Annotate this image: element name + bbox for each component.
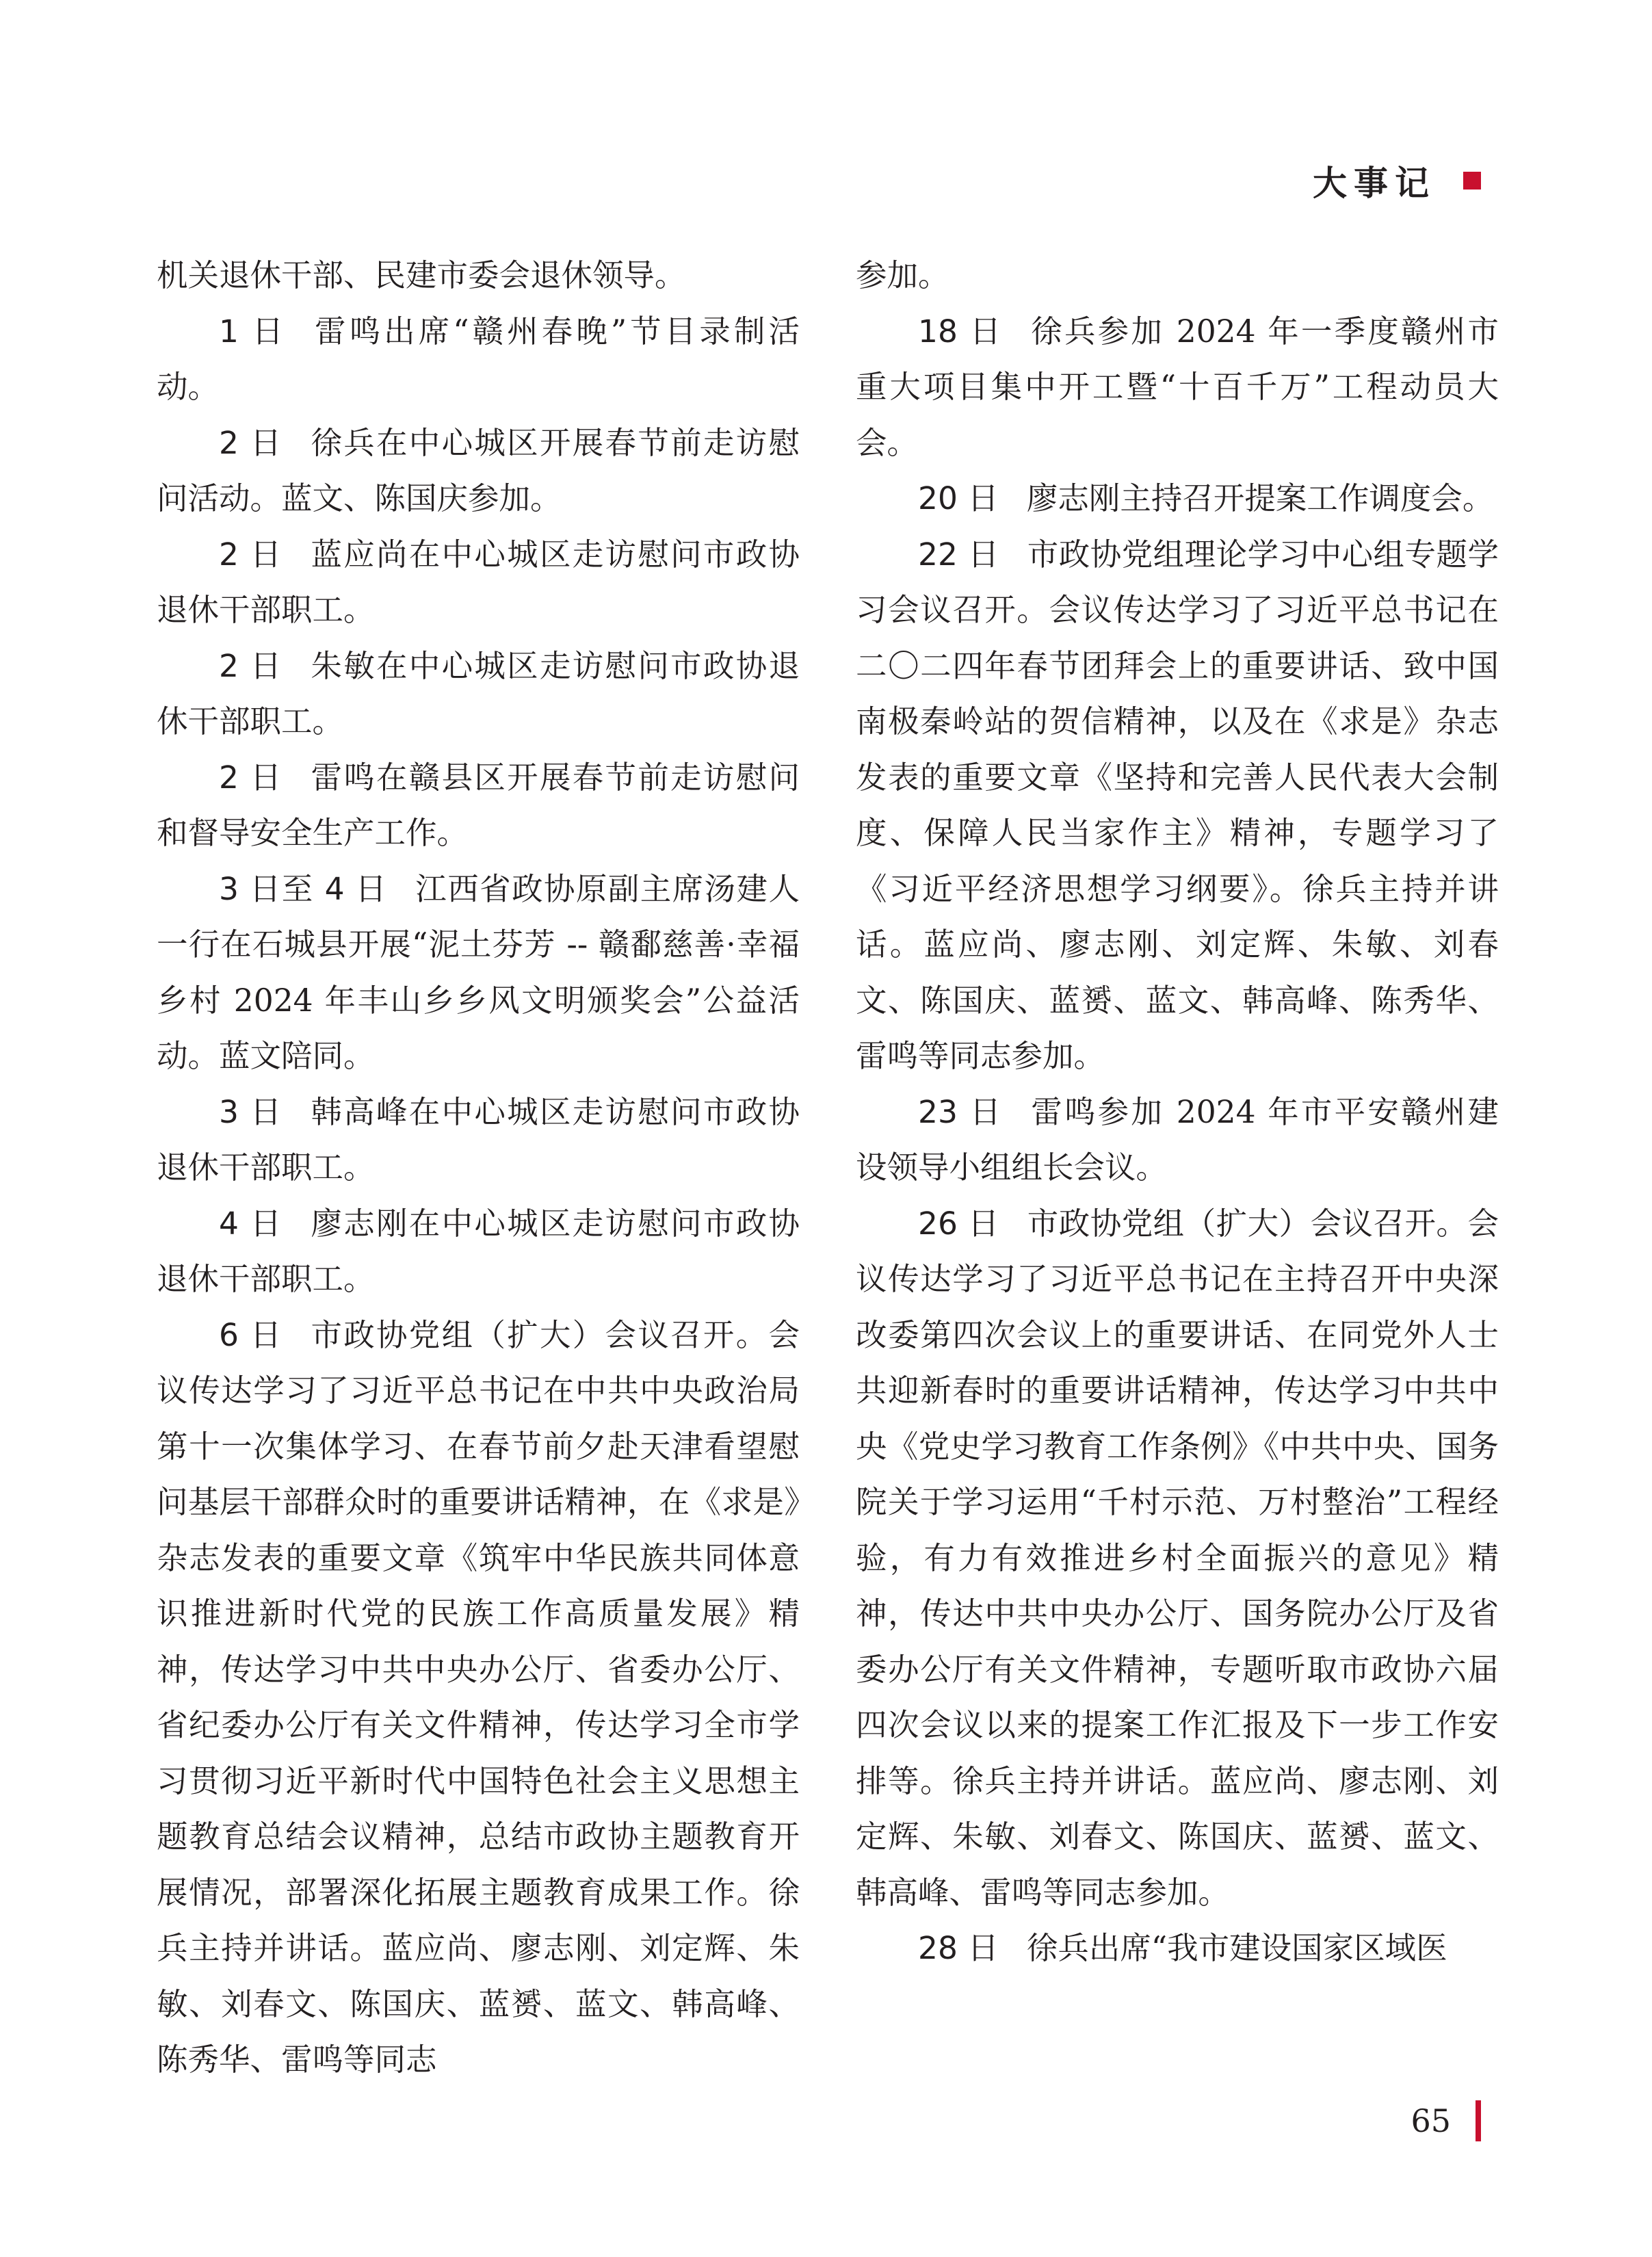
event-entry [856, 471, 1499, 527]
event-entry [856, 1084, 1499, 1196]
event-date: 3 日 [219, 1093, 283, 1130]
event-text: 徐兵在中心城区开展春节前走访慰问活动。蓝文、陈国庆参加。 [157, 424, 800, 517]
event-date: 6 日 [219, 1316, 283, 1353]
event-entry [157, 1084, 800, 1196]
page-footer [1411, 2100, 1481, 2141]
event-entry [856, 1920, 1499, 1976]
event-entry [157, 527, 800, 638]
event-entry [157, 750, 800, 861]
event-date: 22 日 [918, 536, 999, 573]
event-text: 朱敏在中心城区走访慰问市政协退休干部职工。 [157, 647, 800, 740]
event-text: 机关退休干部、民建市委会退休领导。 [157, 257, 686, 293]
event-text: 韩高峰在中心城区走访慰问市政协退休干部职工。 [157, 1093, 800, 1186]
event-date: 2 日 [219, 759, 283, 796]
event-text: 蓝应尚在中心城区走访慰问市政协退休干部职工。 [157, 536, 800, 628]
event-text: 市政协党组（扩大）会议召开。会议传达学习了习近平总书记在主持召开中央深改委第四次会议上的重要讲话、在同党外人士共迎新春时的重要讲话精神，传达学习中共中央《党史学习教育工作条例》《中共中央、国务院关于学习运用“千村示范、万村整治”工程经验，有力有效推进乡村全面振兴的意见》精神，传达中共中央办公厅、国务院办公厅及省委办公厅有关文件精神，专题听取市政协六届四次会议以来的提案工作汇报及下一步工作安排等。徐兵主持并讲话。蓝应尚、廖志刚、刘定辉、朱敏、刘春文、陈国庆、蓝赟、蓝文、韩高峰、雷鸣等同志参加。 [856, 1205, 1499, 1911]
event-entry [157, 415, 800, 527]
event-text: 徐兵参加 2024 年一季度赣州市重大项目集中开工暨“十百千万”工程动员大会。 [856, 313, 1499, 461]
event-entry [157, 1307, 800, 2088]
event-text: 徐兵出席“我市建设国家区域医 [1026, 1930, 1447, 1966]
event-text: 市政协党组（扩大）会议召开。会议传达学习了习近平总书记在中共中央政治局第十一次集体学习、在春节前夕赴天津看望慰问基层干部群众时的重要讲话精神，在《求是》杂志发表的重要文章《筑牢中华民族共同体意识推进新时代党的民族工作高质量发展》精神，传达学习中共中央办公厅、省委办公厅、省纪委办公厅有关文件精神，传达学习全市学习贯彻习近平新时代中国特色社会主义思想主题教育总结会议精神，总结市政协主题教育开展情况，部署深化拓展主题教育成果工作。徐兵主持并讲话。蓝应尚、廖志刚、刘定辉、朱敏、刘春文、陈国庆、蓝赟、蓝文、韩高峰、陈秀华、雷鸣等同志 [157, 1316, 800, 2078]
event-date: 2 日 [219, 647, 283, 684]
event-date: 4 日 [219, 1205, 283, 1242]
event-date: 18 日 [918, 313, 1004, 350]
event-entry [856, 304, 1499, 471]
event-date: 23 日 [918, 1093, 1004, 1130]
page-number: 65 [1411, 2102, 1451, 2139]
event-text: 市政协党组理论学习中心组专题学习会议召开。会议传达学习了习近平总书记在二〇二四年春节团拜会上的重要讲话、致中国南极秦岭站的贺信精神，以及在《求是》杂志发表的重要文章《坚持和完善人民代表大会制度、保障人民当家作主》精神，专题学习了《习近平经济思想学习纲要》。徐兵主持并讲话。蓝应尚、廖志刚、刘定辉、朱敏、刘春文、陈国庆、蓝赟、蓝文、韩高峰、陈秀华、雷鸣等同志参加。 [856, 536, 1499, 1074]
event-text: 廖志刚在中心城区走访慰问市政协退休干部职工。 [157, 1205, 800, 1297]
event-text: 江西省政协原副主席汤建人一行在石城县开展“泥土芬芳 -- 赣鄱慈善·幸福乡村 2024 年丰山乡乡风文明颁奖会”公益活动。蓝文陪同。 [157, 870, 800, 1074]
red-bar-marker [1476, 2100, 1481, 2141]
event-text: 参加。 [856, 257, 949, 293]
section-title: 大事记 [1313, 163, 1436, 203]
left-column [157, 248, 800, 2088]
right-column [856, 248, 1499, 1976]
event-entry [157, 861, 800, 1084]
event-date: 26 日 [918, 1205, 999, 1242]
event-entry [856, 1196, 1499, 1921]
section-header [1313, 156, 1481, 205]
event-date: 20 日 [918, 480, 999, 517]
event-entry [157, 1196, 800, 1307]
event-date: 3 日至 4 日 [219, 870, 388, 907]
event-entry [157, 304, 800, 415]
event-entry [157, 638, 800, 750]
red-square-marker [1463, 172, 1481, 190]
event-entry [856, 248, 1499, 304]
event-text: 雷鸣参加 2024 年市平安赣州建设领导小组组长会议。 [856, 1093, 1499, 1186]
event-date: 1 日 [219, 313, 287, 350]
event-text: 雷鸣出席“赣州春晚”节目录制活动。 [157, 313, 800, 405]
event-date: 2 日 [219, 536, 283, 573]
event-date: 28 日 [918, 1930, 999, 1966]
event-date: 2 日 [219, 424, 283, 461]
event-text: 雷鸣在赣县区开展春节前走访慰问和督导安全生产工作。 [157, 759, 800, 851]
event-text: 廖志刚主持召开提案工作调度会。 [1026, 480, 1494, 517]
event-entry [856, 527, 1499, 1084]
event-entry [157, 248, 800, 304]
